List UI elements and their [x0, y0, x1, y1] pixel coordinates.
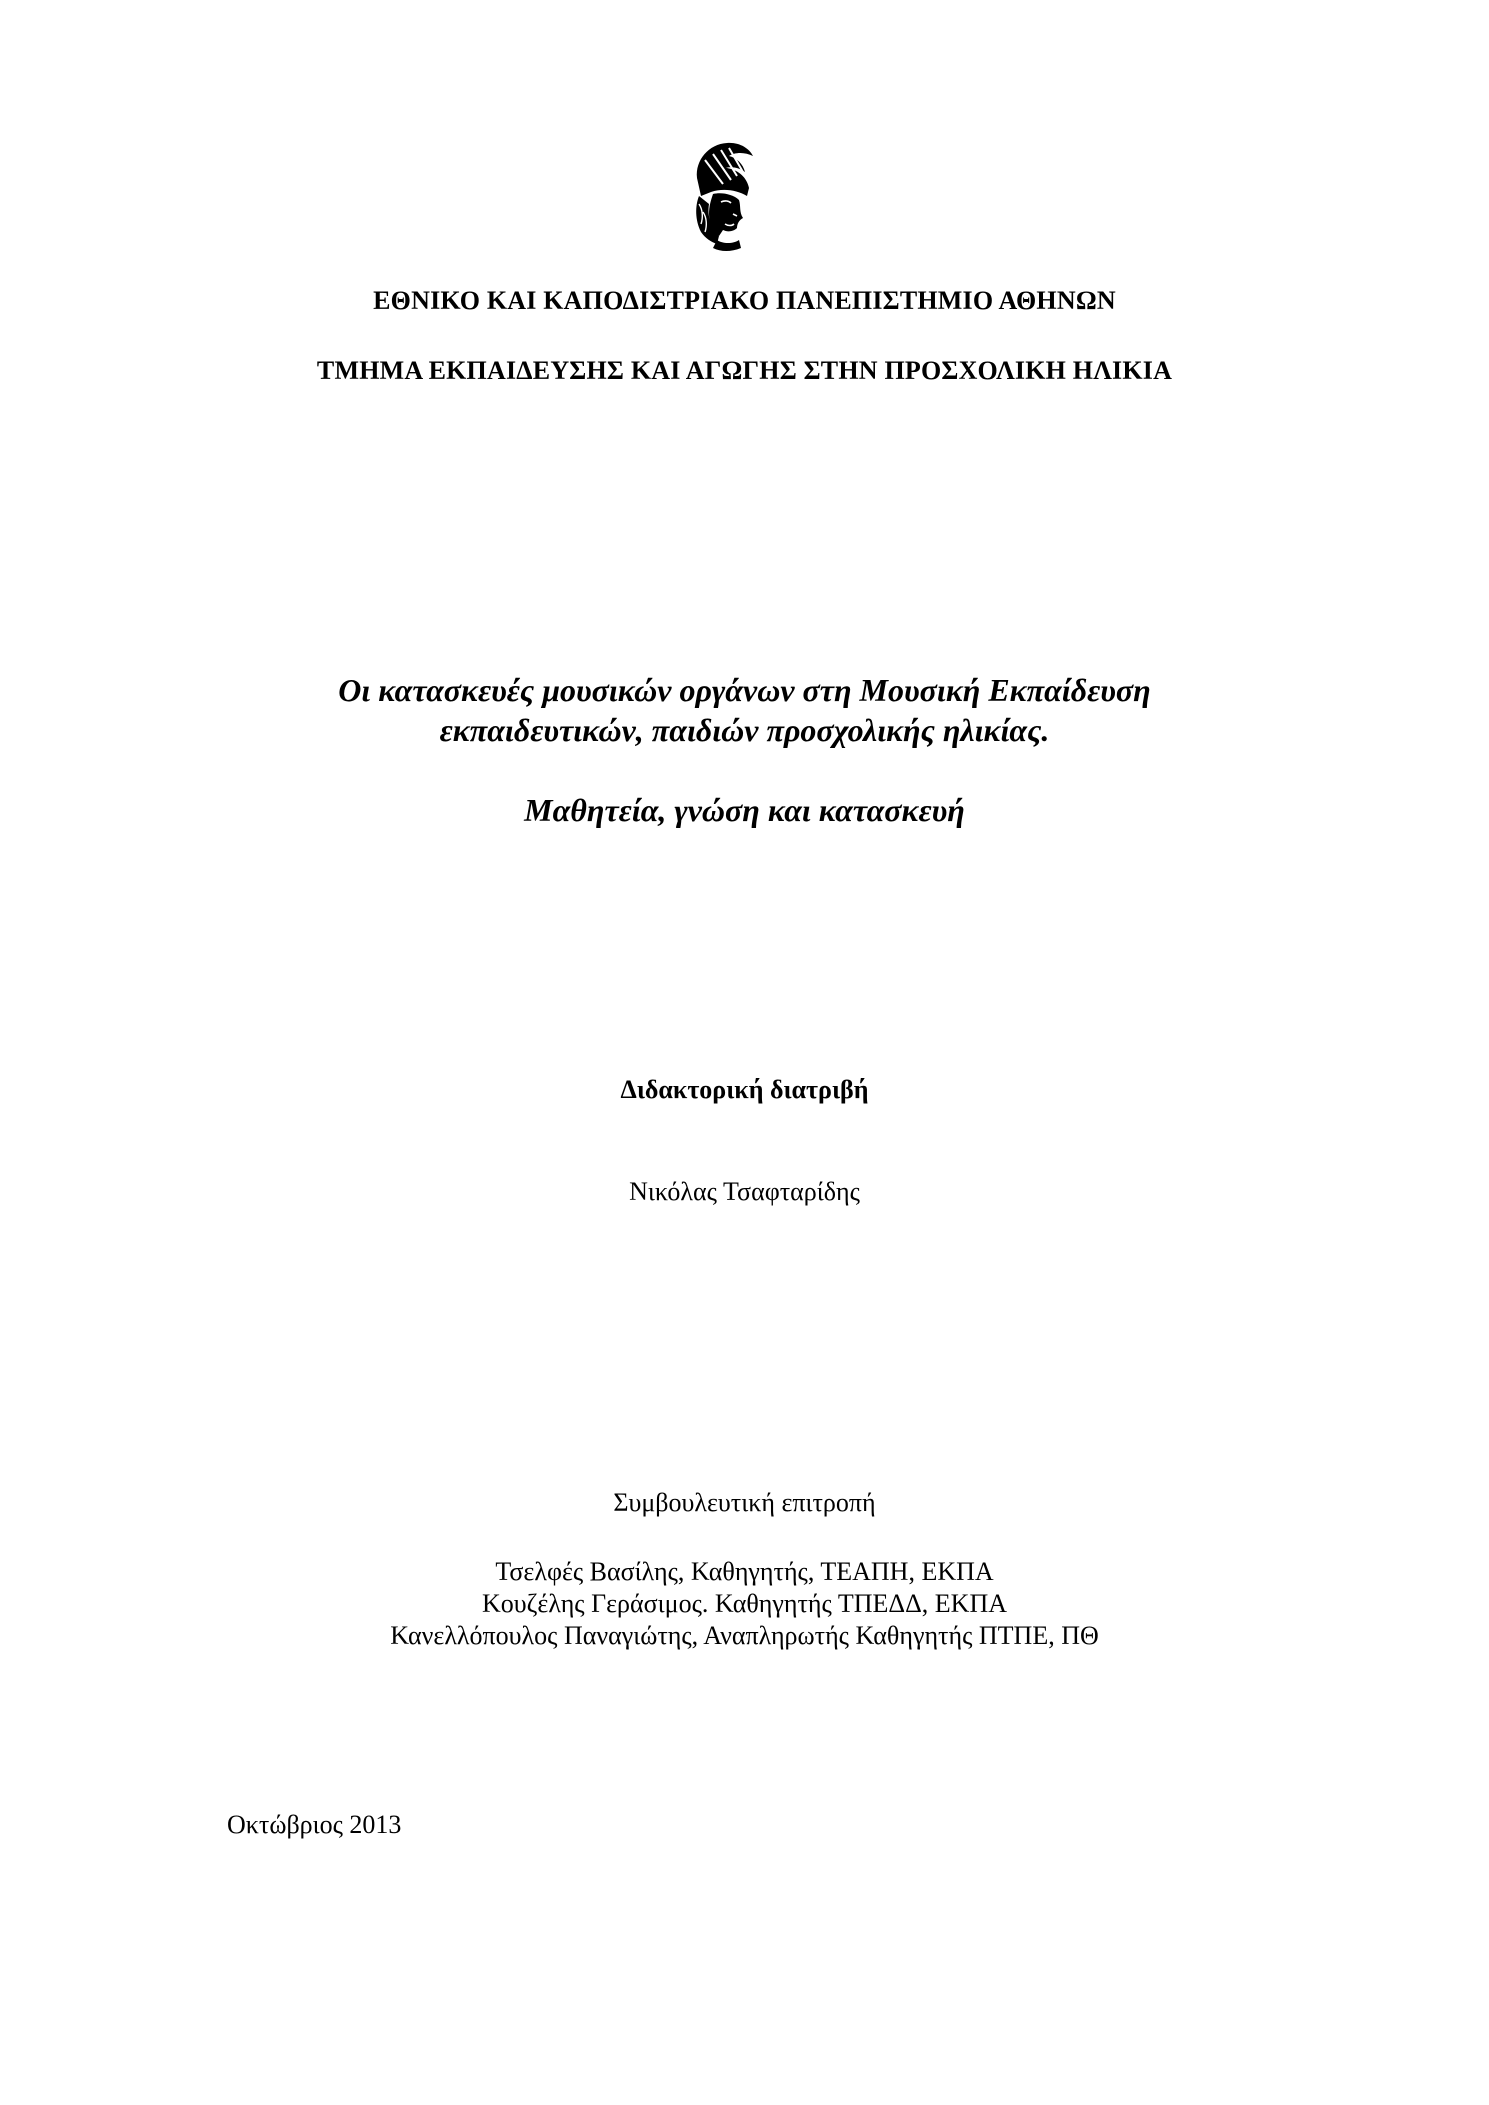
thesis-subtitle: Μαθητεία, γνώση και κατασκευή	[524, 792, 965, 828]
thesis-title-line-2: εκπαιδευτικών, παιδιών προσχολικής ηλικίας.	[439, 712, 1050, 748]
committee-member: Κουζέλης Γεράσιμος. Καθηγητής ΤΠΕΔΔ, ΕΚΠΑ	[481, 1589, 1008, 1618]
department-name: ΤΜΗΜΑ ΕΚΠΑΙΔΕΥΣΗΣ ΚΑΙ ΑΓΩΓΗΣ ΣΤΗΝ ΠΡΟΣΧΟΛΙΚΗ ΗΛΙΚΙΑ	[316, 356, 1173, 385]
publication-date: Οκτώβριος 2013	[227, 1810, 402, 1839]
committee-members	[0, 1556, 1489, 1652]
author-name: Νικόλας Τσαφταρίδης	[629, 1177, 860, 1206]
document-type: Διδακτορική διατριβή	[620, 1075, 869, 1104]
athena-head-emblem-icon	[687, 140, 757, 252]
thesis-title	[0, 670, 1489, 750]
committee-member: Κανελλόπουλος Παναγιώτης, Αναπληρωτής Καθηγητής ΠΤΠΕ, ΠΘ	[390, 1621, 1099, 1650]
committee-member: Τσελφές Βασίλης, Καθηγητής, ΤΕΑΠΗ, ΕΚΠΑ	[495, 1557, 994, 1586]
thesis-title-line-1: Οι κατασκευές μουσικών οργάνων στη Μουσική Εκπαίδευση	[338, 672, 1151, 708]
committee-heading: Συμβουλευτική επιτροπή	[613, 1488, 876, 1517]
university-name: ΕΘΝΙΚΟ ΚΑΙ ΚΑΠΟΔΙΣΤΡΙΑΚΟ ΠΑΝΕΠΙΣΤΗΜΙΟ ΑΘΗΝΩΝ	[373, 286, 1116, 315]
